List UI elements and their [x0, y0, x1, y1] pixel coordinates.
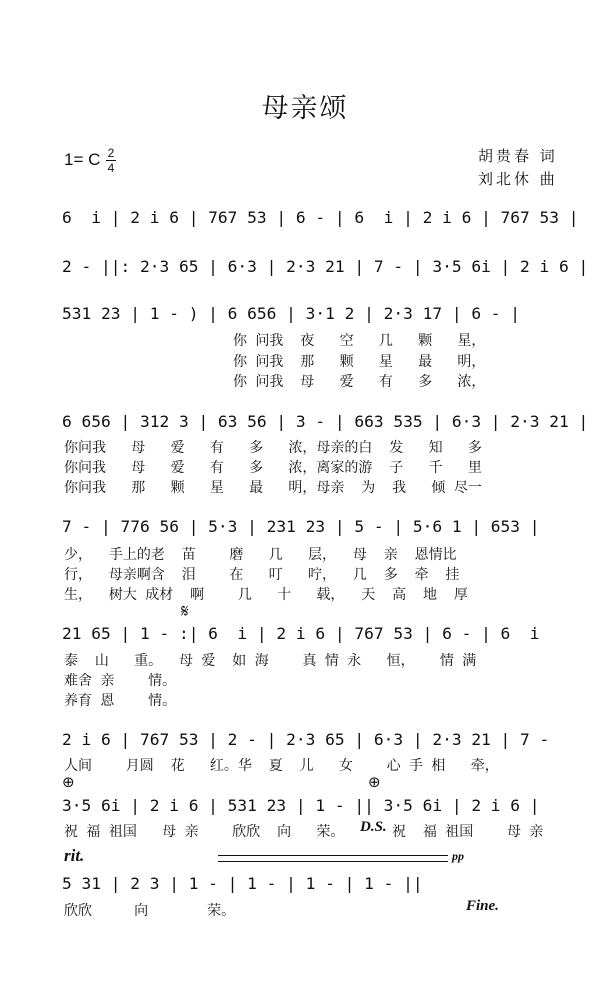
- lyric-line: 少， 手上的老 苗 磨 几 层， 母 亲 恩情比: [64, 547, 457, 563]
- notation-row-4: 6 656 | 312 3 | 63 56 | 3 - | 663 535 | 6·3 | 2·3 21 |: [62, 412, 589, 431]
- time-bottom: 4: [107, 161, 115, 175]
- notation-row-9: 5 31 | 2 3 | 1 - | 1 - | 1 - | 1 - ||: [62, 874, 423, 893]
- lyric-line: 泰 山 重。 母 爱 如 海 真 情 永 恒， 情 满: [64, 653, 477, 669]
- notation-row-3: 531 23 | 1 - ) | 6 656 | 3·1 2 | 2·3 17 | 6 - |: [62, 304, 521, 323]
- time-top: 2: [107, 146, 115, 160]
- lyric-line: 你问我 那 颗 星 最 明，母亲 为 我 倾 尽一: [64, 480, 482, 496]
- lyric-line: 祝 福 祖国 母 亲 欣欣 向 荣。: [64, 824, 345, 840]
- coda-symbol: ⊕: [368, 773, 381, 791]
- time-signature: [106, 147, 116, 174]
- notation-row-5: 7 - | 776 56 | 5·3 | 231 23 | 5 - | 5·6 1 | 653 |: [62, 517, 540, 536]
- lyric-line: 生， 树大 成材 啊 几 十 载， 天 高 地 厚: [64, 587, 468, 603]
- lyric-line: 人间 月圆 花 红。华 夏 儿 女 心 手 相 牵，: [64, 758, 499, 774]
- notation-row-6: 21 65 | 1 - :| 6 i | 2 i 6 | 767 53 | 6 - | 6 i: [62, 624, 540, 643]
- notation-row-8: 3·5 6i | 2 i 6 | 531 23 | 1 - || 3·5 6i | 2 i 6 |: [62, 796, 540, 815]
- notation-row-7: 2 i 6 | 767 53 | 2 - | 2·3 65 | 6·3 | 2·3 21 | 7 -: [62, 730, 550, 749]
- lyric-line: 祝 福 祖国 母 亲: [392, 824, 544, 840]
- lyric-line: 难舍 亲 情。: [64, 673, 177, 689]
- lyricist-credit: 胡贵春 词: [478, 147, 558, 165]
- notation-row-1: 6 i | 2 i 6 | 767 53 | 6 - | 6 i | 2 i 6 | 767 53 |: [62, 208, 579, 227]
- decrescendo-line: [218, 861, 448, 862]
- segno-symbol: 𝄋: [181, 601, 189, 622]
- lyric-line: 行， 母亲啊含 泪 在 叮 咛， 几 多 牵 挂: [64, 567, 460, 583]
- lyric-line: 你问我 母 爱 有 多 浓，离家的游 子 千 里: [64, 460, 482, 476]
- key-signature: 1= C: [64, 150, 101, 169]
- song-title: 母亲颂: [261, 93, 349, 124]
- decrescendo-line: [218, 855, 448, 856]
- ds-marking: D.S.: [360, 819, 387, 835]
- pp-marking: pp: [452, 849, 464, 863]
- notation-row-2: 2 - ||: 2·3 65 | 6·3 | 2·3 21 | 7 - | 3·5 6i | 2 i 6 |: [62, 257, 589, 276]
- rit-marking: rit.: [64, 846, 85, 865]
- lyric-line: 你 问我 母 爱 有 多 浓，: [233, 374, 486, 390]
- lyric-line: 你 问我 那 颗 星 最 明，: [233, 354, 486, 370]
- composer-credit: 刘北休 曲: [478, 170, 558, 188]
- fine-marking: Fine.: [466, 898, 499, 914]
- lyric-line: 你问我 母 爱 有 多 浓，母亲的白 发 知 多: [64, 440, 482, 456]
- lyric-line: 欣欣 向 荣。: [64, 903, 236, 919]
- lyric-line: 你 问我 夜 空 几 颗 星，: [233, 333, 486, 349]
- coda-symbol: ⊕: [62, 773, 75, 791]
- lyric-line: 养育 恩 情。: [64, 693, 177, 709]
